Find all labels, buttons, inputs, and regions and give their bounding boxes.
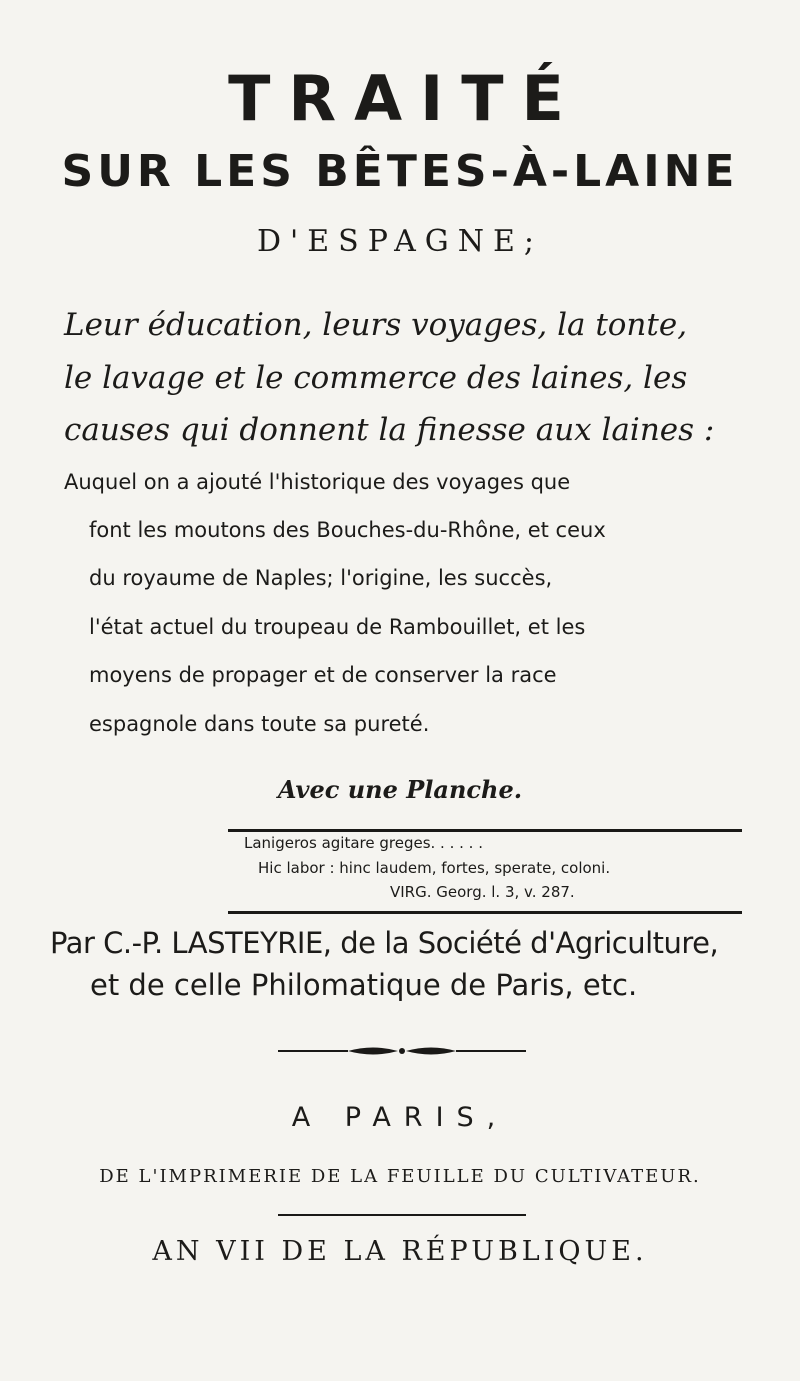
publication-city: A PARIS, xyxy=(291,1102,509,1133)
description-line-2: le lavage et le commerce des laines, les xyxy=(64,360,688,396)
epigraph-line-2: Hic labor : hinc laudem, fortes, sperate, coloni. xyxy=(258,859,611,877)
author-line-1: Par C.-P. LASTEYRIE, de la Société d'Agriculture, xyxy=(50,926,719,960)
ornament-divider-icon xyxy=(278,1044,526,1058)
epigraph-bottom-rule xyxy=(228,911,742,914)
epigraph-line-1: Lanigeros agitare greges. . . . . . xyxy=(244,834,483,852)
book-subtitle: SUR LES BÊTES-À-LAINE xyxy=(61,146,739,197)
description-line-1: Leur éducation, leurs voyages, la tonte, xyxy=(64,307,688,343)
epigraph-citation: VIRG. Georg. l. 3, v. 287. xyxy=(390,883,575,901)
paragraph-line-4: l'état actuel du troupeau de Rambouillet, et les xyxy=(89,615,586,639)
plate-note: Avec une Planche. xyxy=(277,775,523,804)
author-line-2: et de celle Philomatique de Paris, etc. xyxy=(90,968,638,1002)
subtitle-country: D'ESPAGNE; xyxy=(256,224,544,259)
publication-date: AN VII DE LA RÉPUBLIQUE. xyxy=(152,1236,648,1267)
paragraph-line-2: font les moutons des Bouches-du-Rhône, et ceux xyxy=(89,518,606,542)
paragraph-line-3: du royaume de Naples; l'origine, les succès, xyxy=(89,566,553,590)
paragraph-line-5: moyens de propager et de conserver la race xyxy=(89,663,557,687)
paragraph-line-6: espagnole dans toute sa pureté. xyxy=(89,712,430,736)
description-line-3: causes qui donnent la finesse aux laines : xyxy=(64,412,715,448)
book-title: TRAITÉ xyxy=(228,62,582,135)
paragraph-line-1: Auquel on a ajouté l'historique des voyages que xyxy=(64,470,571,494)
epigraph-top-rule xyxy=(228,829,742,832)
printer-line: DE L'IMPRIMERIE DE LA FEUILLE DU CULTIVATEUR. xyxy=(99,1166,701,1187)
imprint-rule xyxy=(278,1214,526,1216)
